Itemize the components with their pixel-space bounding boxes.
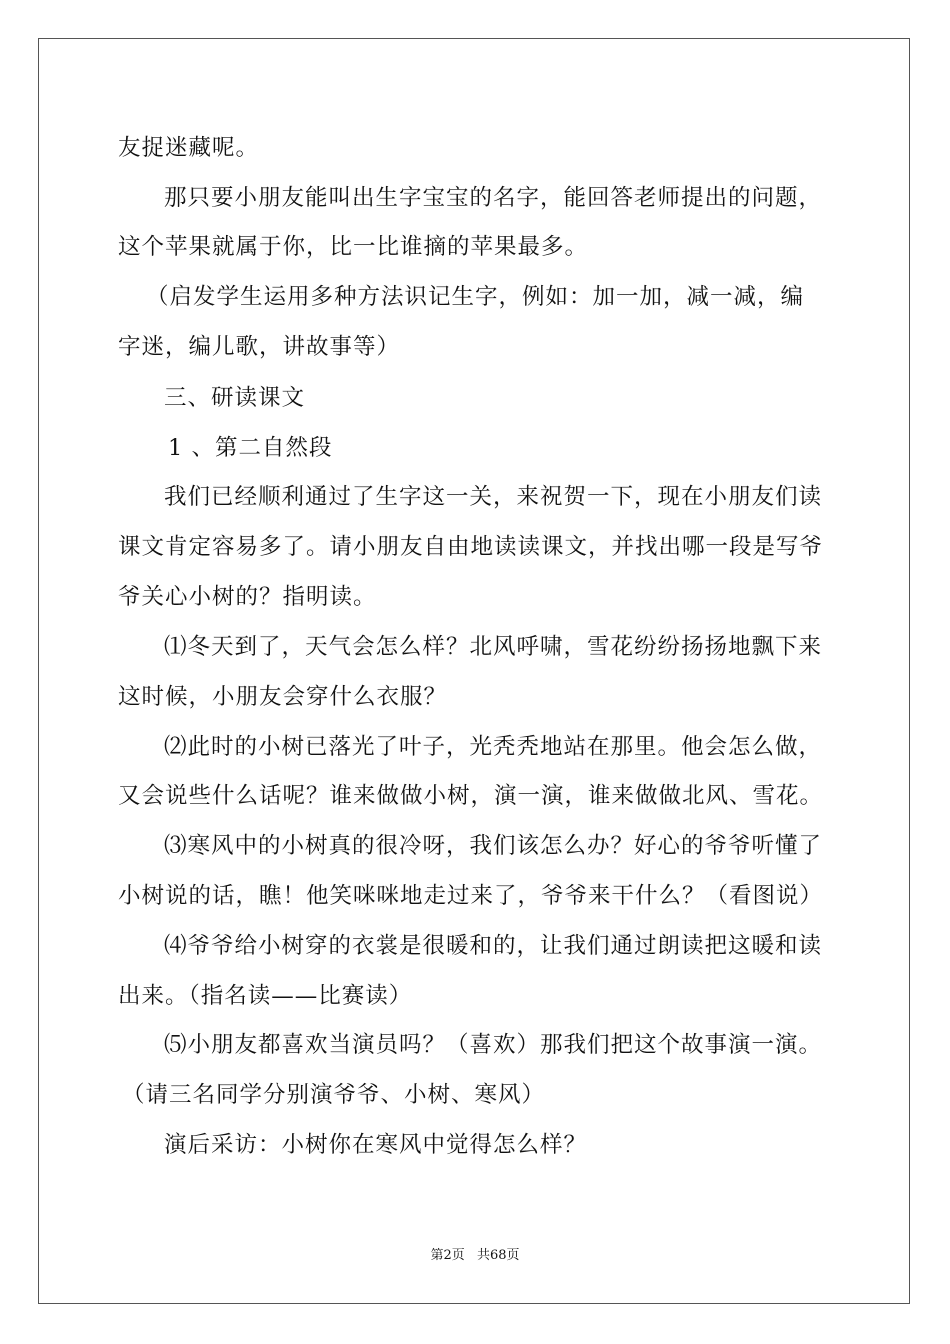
page-total: 共68页 bbox=[476, 1248, 520, 1263]
paragraph-line: 这个苹果就属于你，比一比谁摘的苹果最多。 bbox=[118, 234, 589, 260]
paragraph-line: （请三名同学分别演爷爷、小树、寒风） bbox=[122, 1082, 546, 1108]
paragraph-line: 出来。（指名读——比赛读） bbox=[118, 983, 413, 1009]
paragraph-line: ⑶寒风中的小树真的很冷呀，我们该怎么办？好心的爷爷听懂了 bbox=[164, 833, 823, 859]
paragraph-line: ⑷爷爷给小树穿的衣裳是很暖和的，让我们通过朗读把这暖和读 bbox=[164, 933, 823, 959]
page-border bbox=[38, 38, 910, 1304]
paragraph-line: 又会说些什么话呢？谁来做做小树，演一演，谁来做做北风、雪花。 bbox=[118, 783, 824, 809]
paragraph-line: 小树说的话，瞧！他笑咪咪地走过来了，爷爷来干什么？（看图说） bbox=[118, 883, 824, 909]
page-number: 第2页 bbox=[430, 1248, 465, 1263]
paragraph-line: （启发学生运用多种方法识记生字，例如：加一加，减一减，编 bbox=[146, 284, 805, 310]
paragraph-line: ⑸小朋友都喜欢当演员吗？（喜欢）那我们把这个故事演一演。 bbox=[164, 1032, 823, 1058]
page-footer bbox=[0, 1247, 950, 1265]
paragraph-line: 那只要小朋友能叫出生字宝宝的名字，能回答老师提出的问题， bbox=[164, 185, 823, 211]
paragraph-line: 这时候，小朋友会穿什么衣服？ bbox=[118, 684, 448, 710]
paragraph-line: 友捉迷藏呢。 bbox=[118, 135, 260, 161]
paragraph-line: ⑵此时的小树已落光了叶子，光秃秃地站在那里。他会怎么做， bbox=[164, 734, 823, 760]
section-heading: 三、研读课文 bbox=[164, 385, 306, 411]
paragraph-line: 爷关心小树的？指明读。 bbox=[118, 584, 377, 610]
paragraph-line: 我们已经顺利通过了生字这一关，来祝贺一下，现在小朋友们读 bbox=[164, 484, 823, 510]
paragraph-line: 字迷，编儿歌，讲故事等） bbox=[118, 334, 401, 360]
subsection-heading: 1 、第二自然段 bbox=[168, 435, 333, 461]
paragraph-line: 演后采访：小树你在寒风中觉得怎么样？ bbox=[164, 1132, 588, 1158]
paragraph-line: 课文肯定容易多了。请小朋友自由地读读课文，并找出哪一段是写爷 bbox=[118, 534, 824, 560]
paragraph-line: ⑴冬天到了，天气会怎么样？北风呼啸，雪花纷纷扬扬地飘下来 bbox=[164, 634, 823, 660]
